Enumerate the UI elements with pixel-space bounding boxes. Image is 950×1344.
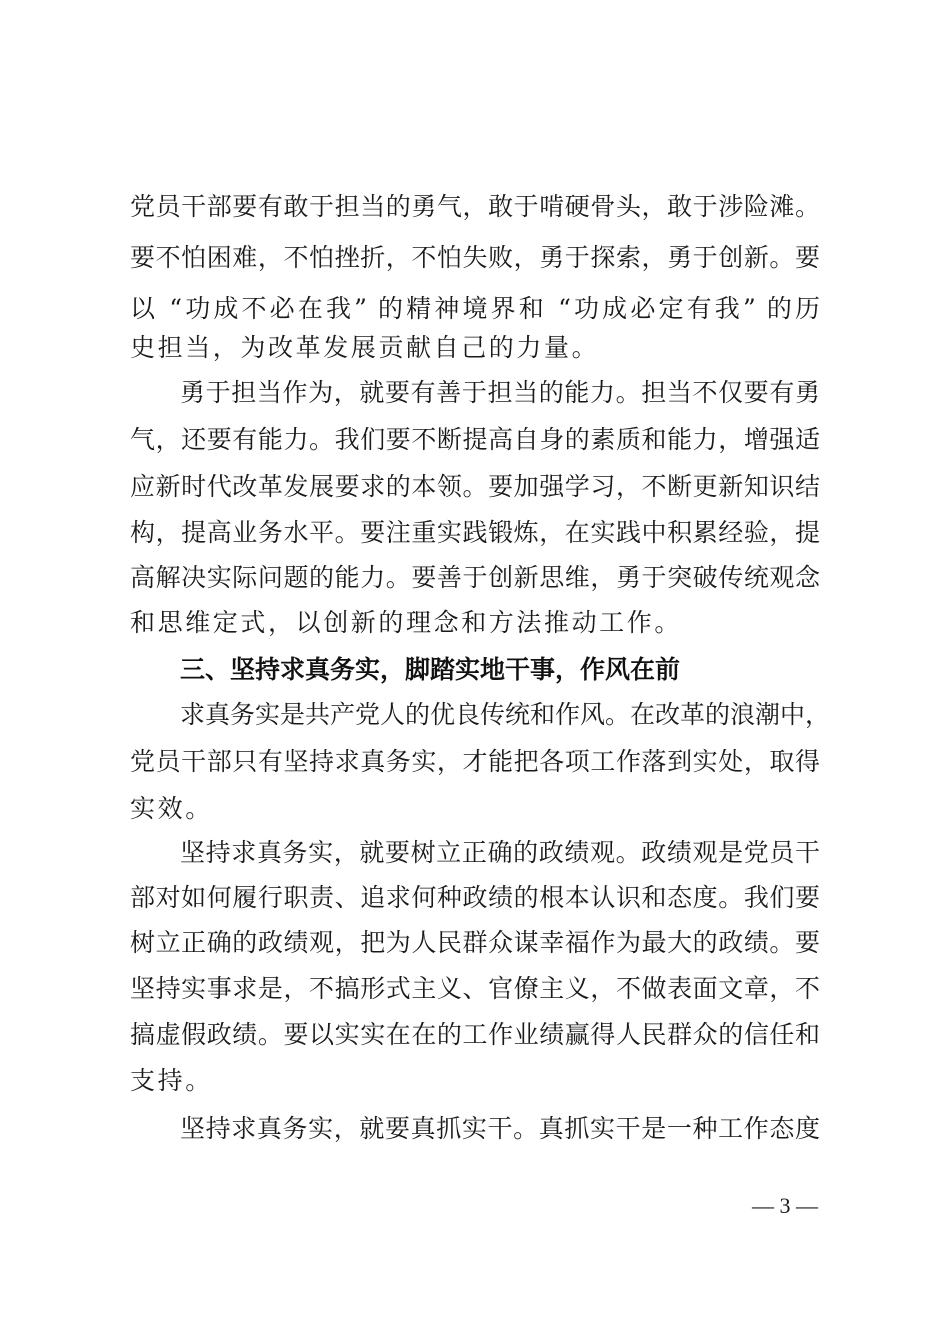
paragraph-line: 坚持求真务实，就要真抓实干。真抓实干是一种工作态度	[180, 1114, 820, 1143]
paragraph-line: 坚持求真务实，就要树立正确的政绩观。政绩观是党员干	[180, 838, 820, 867]
paragraph-line: 树立正确的政绩观，把为人民群众谋幸福作为最大的政绩。要	[130, 928, 820, 957]
paragraph-line: 勇于担当作为，就要有善于担当的能力。担当不仅要有勇	[180, 378, 820, 407]
paragraph-line: 史担当，为改革发展贡献自己的力量。	[130, 333, 600, 362]
paragraph-line: 求真务实是共产党人的优良传统和作风。在改革的浪潮中，	[180, 700, 831, 729]
section-heading: 三、坚持求真务实，脚踏实地干事，作风在前	[180, 655, 681, 684]
paragraph-line: 应新时代改革发展要求的本领。要加强学习，不断更新知识结	[130, 472, 820, 501]
paragraph-line: 搞虚假政绩。要以实实在在的工作业绩赢得人民群众的信任和	[130, 1020, 820, 1049]
paragraph-line: 构，提高业务水平。要注重实践锻炼，在实践中积累经验，提	[130, 518, 820, 547]
paragraph-line: 高解决实际问题的能力。要善于创新思维，勇于突破传统观念	[130, 563, 820, 592]
paragraph-line: 要不怕困难，不怕挫折，不怕失败，勇于探索，勇于创新。要	[130, 243, 820, 272]
paragraph-line: 坚持实事求是，不搞形式主义、官僚主义，不做表面文章，不	[130, 974, 820, 1003]
paragraph-line: 党员干部要有敢于担当的勇气，敢于啃硬骨头，敢于涉险滩。	[130, 192, 820, 221]
paragraph-line: 和思维定式，以创新的理念和方法推动工作。	[130, 608, 683, 637]
paragraph-line: 实效。	[130, 794, 213, 823]
paragraph-line: 部对如何履行职责、追求何种政绩的根本认识和态度。我们要	[130, 883, 820, 912]
paragraph-line: 支持。	[130, 1066, 213, 1095]
paragraph-line: 气，还要有能力。我们要不断提高自身的素质和能力，增强适	[130, 425, 820, 454]
paragraph-line: 以 “功成不必在我” 的精神境界和 “功成必定有我” 的历	[130, 294, 820, 323]
page-number: — 3 —	[752, 1193, 818, 1218]
paragraph-line: 党员干部只有坚持求真务实，才能把各项工作落到实处，取得	[130, 747, 820, 776]
